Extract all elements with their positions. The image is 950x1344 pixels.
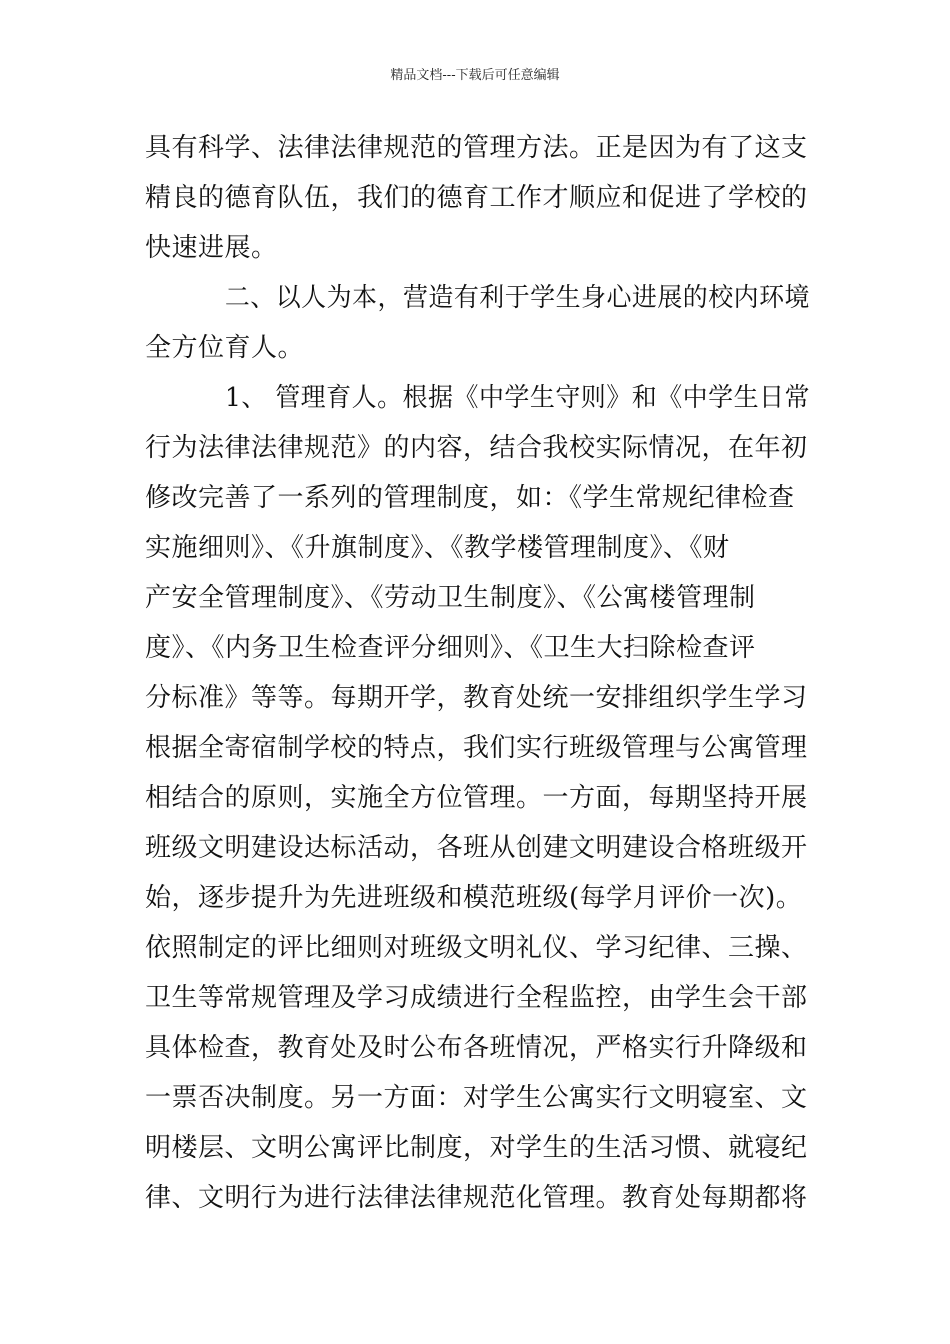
page-header: 精品文档---下载后可任意编辑 [390, 68, 560, 83]
list-item-line: 1、 管理育人。根据《中学生守则》和《中学生日常 [224, 383, 811, 413]
text-line: 具体检查，教育处及时公布各班情况，严格实行升降级和 [145, 1033, 808, 1063]
text-line: 卫生等常规管理及学习成绩进行全程监控，由学生会干部 [145, 983, 808, 1013]
text-line: 明楼层、文明公寓评比制度，对学生的生活习惯、就寝纪 [145, 1133, 808, 1163]
section-heading-line: 二、以人为本，营造有利于学生身心进展的校内环境 [224, 283, 810, 313]
text-line: 分标准》等等。每期开学，教育处统一安排组织学生学习 [145, 683, 808, 713]
text-line: 一票否决制度。另一方面：对学生公寓实行文明寝室、文 [145, 1083, 808, 1113]
text-line: 律、文明行为进行法律法律规范化管理。教育处每期都将 [145, 1183, 808, 1213]
text-line: 班级文明建设达标活动，各班从创建文明建设合格班级开 [145, 833, 808, 863]
text-line: 精良的德育队伍，我们的德育工作才顺应和促进了学校的 [145, 183, 808, 213]
text-line: 依照制定的评比细则对班级文明礼仪、学习纪律、三操、 [145, 933, 808, 963]
text-line: 相结合的原则，实施全方位管理。一方面，每期坚持开展 [145, 783, 808, 813]
document-body [145, 123, 810, 1223]
text-line: 始，逐步提升为先进班级和模范班级(每学月评价一次)。 [145, 883, 803, 913]
text-line: 修改完善了一系列的管理制度，如：《学生常规纪律检查 [145, 483, 795, 513]
text-line: 实施细则》、《升旗制度》、《教学楼管理制度》、《财 [145, 533, 730, 563]
text-line: 行为法律法律规范》的内容，结合我校实际情况，在年初 [145, 433, 808, 463]
text-line: 根据全寄宿制学校的特点，我们实行班级管理与公寓管理 [145, 733, 808, 763]
text-line: 产安全管理制度》、《劳动卫生制度》、《公寓楼管理制 [145, 583, 756, 613]
text-line: 快速进展。 [145, 233, 278, 263]
text-line: 具有科学、法律法律规范的管理方法。正是因为有了这支 [145, 133, 808, 163]
text-line: 全方位育人。 [145, 333, 305, 363]
text-line: 度》、《内务卫生检查评分细则》、《卫生大扫除检查评 [145, 633, 756, 663]
